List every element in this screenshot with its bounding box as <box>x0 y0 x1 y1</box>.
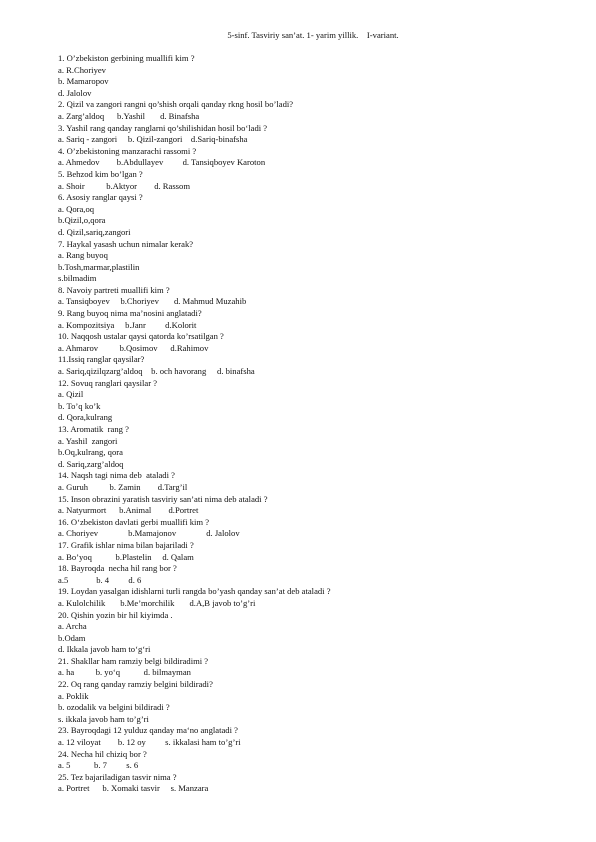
question-line: 1. O’zbekiston gerbining muallifi kim ? <box>58 53 195 63</box>
answer-line: d. Qora,kulrang <box>58 412 113 423</box>
answer-line: a. Archa <box>58 621 87 632</box>
answer-line: a. Ahmedov b.Abdullayev d. Tansiqboyev Karoton <box>58 157 266 168</box>
answer-line: d. Qizil,sariq,zangori <box>58 226 131 237</box>
question-line: 13. Aromatik rang ? <box>58 424 129 434</box>
answer-line: a. Ahmarov b.Qosimov d.Rahimov <box>58 342 209 353</box>
question-line: 7. Haykal yasash uchun nimalar kerak? <box>58 238 194 249</box>
answer-line: a. 12 viloyat b. 12 oy s. ikkalasi ham to’g’ri <box>58 737 241 748</box>
answer-line: a.5 b. 4 d. 6 <box>58 574 142 585</box>
question-line: 25. Tez bajariladigan tasvir nima ? <box>58 771 177 782</box>
question-line: 12. Sovuq ranglari qaysilar ? <box>58 377 158 388</box>
answer-line: b.Odam <box>58 632 86 643</box>
answer-line: s.bilmadim <box>58 273 97 284</box>
answer-line: a. 5 b. 7 s. 6 <box>58 760 139 771</box>
question-line: 15. Inson obrazini yaratish tasviriy san’ati nima deb ataladi ? <box>58 493 268 504</box>
answer-line: a. ha b. yo‘q d. bilmayman <box>58 667 191 678</box>
answer-line: a. Sariq,qizilqzarg’aldoq b. och havorang d. binafsha <box>58 366 255 377</box>
test-questions <box>58 53 558 795</box>
answer-line: a. Zarg’aldoq b.Yashil d. Binafsha <box>58 110 200 121</box>
answer-line: a. Natyurmort b.Animal d.Portret <box>58 505 199 516</box>
question-line: 16. O‘zbekiston davlati gerbi muallifi kim ? <box>58 516 210 527</box>
answer-line: a. Qora,oq <box>58 203 95 214</box>
question-line: 10. Naqqosh ustalar qaysi qatorda ko’rsatilgan ? <box>58 331 224 342</box>
answer-line: a. Yashil zangori <box>58 435 118 446</box>
answer-line: a. Shoir b.Aktyor d. Rassom <box>58 180 191 191</box>
answer-line: a. R.Choriyev <box>58 64 106 75</box>
question-line: 3. Yashil rang qanday ranglarni qo’shilishidan hosil bo‘ladi ? <box>58 122 268 133</box>
question-line: 19. Loydan yasalgan idishlarni turli rangda bo’yash qanday san’at deb ataladi ? <box>58 586 331 597</box>
question-line: 17. Grafik ishlar nima bilan bajariladi ? <box>58 539 194 550</box>
answer-line: d. Ikkala javob ham to‘g‘ri <box>58 644 151 655</box>
question-line: 8. Navoiy partreti muallifi kim ? <box>58 284 170 295</box>
answer-line: a. Kompozitsiya b.Janr d.Kolorit <box>58 319 197 330</box>
answer-line: a. Bo’yoq b.Plastelin d. Qalam <box>58 551 194 562</box>
question-line: 4. O’zbekistoning manzarachi rassomi ? <box>58 145 197 156</box>
answer-line: a. Rang buyoq <box>58 250 108 261</box>
question-line: 18. Bayroqda necha hil rang bor ? <box>58 563 177 574</box>
answer-line: a. Guruh b. Zamin d.Targ’il <box>58 481 188 492</box>
question-line: 20. Qishin yozin bir hil kiyimda . <box>58 609 173 620</box>
question-line: 5. Behzod kim bo’lgan ? <box>58 168 143 179</box>
question-line: 14. Naqsh tagi nima deb ataladi ? <box>58 470 175 481</box>
answer-line: d. Jalolov <box>58 87 92 98</box>
answer-line: b.Oq,kulrang, qora <box>58 447 123 458</box>
question-line: 2. Qizil va zangori rangni qo’shish orqali qanday rkng hosil bo’ladi? <box>58 99 294 110</box>
answer-line: a. Sariq - zangori b. Qizil-zangori d.Sariq-binafsha <box>58 134 248 145</box>
answer-line: a. Choriyev b.Mamajonov d. Jalolov <box>58 528 240 539</box>
answer-line: a. Portret b. Xomaki tasvir s. Manzara <box>58 783 209 794</box>
document-header: 5-sinf. Tasviriy san’at. 1- yarim yillik. I-variant. <box>227 30 399 40</box>
answer-line: b.Tosh,marmar,plastilin <box>58 261 140 272</box>
answer-line: b.Qizil,o,qora <box>58 215 106 226</box>
question-line: 24. Necha hil chiziq bor ? <box>58 748 147 759</box>
answer-line: d. Sariq,zarg’aldoq <box>58 458 124 469</box>
question-line: 9. Rang buyoq nima ma’nosini anglatadi? <box>58 308 202 319</box>
question-line: 11.Issiq ranglar qaysilar? <box>58 354 145 365</box>
question-line: 6. Asosiy ranglar qaysi ? <box>58 192 143 203</box>
question-line: 21. Shakllar ham ramziy belgi bildiradimi ? <box>58 655 209 666</box>
question-line: 23. Bayroqdagi 12 yulduz qanday ma‘no anglatadi ? <box>58 725 238 736</box>
question-line: 22. Oq rang qanday ramziy belgini bildiradi? <box>58 679 213 690</box>
answer-line: a. Kulolchilik b.Me’morchilik d.A,B javob to’g’ri <box>58 597 256 608</box>
answer-line: a. Tansiqboyev b.Choriyev d. Mahmud Muzahib <box>58 296 247 307</box>
answer-line: b. Mamaropov <box>58 76 109 87</box>
answer-line: s. ikkala javob ham to’g’ri <box>58 713 149 724</box>
answer-line: a. Poklik <box>58 690 89 701</box>
answer-line: a. Qizil <box>58 389 84 400</box>
answer-line: b. To’q ko’k <box>58 400 101 411</box>
answer-line: b. ozodalik va belgini bildiradi ? <box>58 702 170 713</box>
